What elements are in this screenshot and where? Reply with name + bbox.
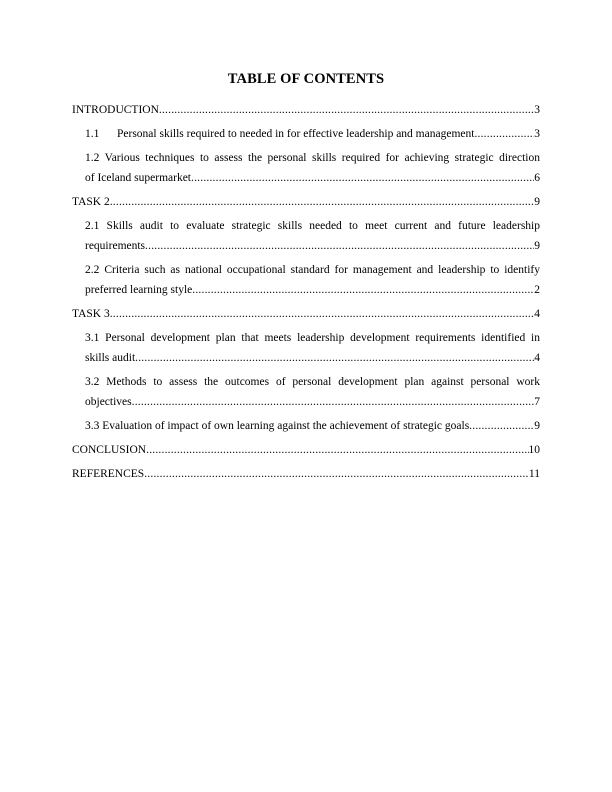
toc-dot-leader: [159, 100, 534, 120]
toc-page-number: 3: [534, 128, 540, 140]
toc-dot-leader: [191, 168, 534, 188]
toc-entry-label-line1: 2.2 Criteria such as national occupational standard for management and leadership to identify: [85, 264, 540, 276]
toc-entry-label-line2: of Iceland supermarket: [85, 172, 192, 184]
toc-dot-leader: [469, 416, 534, 436]
toc-entry-label: REFERENCES: [72, 468, 145, 480]
toc-page-number: 10: [528, 444, 540, 456]
toc-entry-introduction[interactable]: [72, 100, 540, 120]
toc-dot-leader: [110, 304, 535, 324]
toc-entry-label-line1: 1.2 Various techniques to assess the personal skills required for achieving strategic direction: [85, 152, 540, 164]
toc-entry-1-2[interactable]: [72, 148, 540, 188]
toc-entry-label-line2: preferred learning style: [85, 284, 193, 296]
toc-page-number: 2: [534, 284, 540, 296]
page-title: TABLE OF CONTENTS: [227, 71, 385, 87]
toc-entry-task-2[interactable]: [72, 192, 540, 212]
toc-dot-leader: [192, 280, 534, 300]
toc-page-number: 6: [534, 172, 540, 184]
toc-page-number: 9: [534, 196, 540, 208]
toc-entry-label: TASK 2: [72, 196, 110, 208]
toc-entry-2-1[interactable]: [72, 216, 540, 256]
toc-entry-number: 1.1: [85, 128, 100, 140]
toc-page-number: 4: [534, 308, 540, 320]
toc-dot-leader: [144, 464, 529, 484]
toc-entry-label-line1: 2.1 Skills audit to evaluate strategic skills needed to meet current and future leadership: [85, 220, 540, 232]
toc-entry-label: Personal skills required to needed in for effective leadership and management: [117, 128, 475, 140]
toc-entry-3-2[interactable]: [72, 372, 540, 412]
toc-entry-label-line2: objectives: [85, 396, 132, 408]
toc-entry-references[interactable]: [72, 464, 540, 484]
toc-entry-label-line1: 3.1 Personal development plan that meets leadership development requirements identified in: [85, 332, 540, 344]
toc-dot-leader: [146, 440, 528, 460]
toc-dot-leader: [135, 348, 534, 368]
toc-entry-label-line2: requirements: [85, 240, 146, 252]
toc-dot-leader: [132, 392, 535, 412]
toc-entry-label-line1: 3.2 Methods to assess the outcomes of personal development plan against personal work: [85, 376, 540, 388]
toc-entry-2-2[interactable]: [72, 260, 540, 300]
toc-entry-conclusion[interactable]: [72, 440, 540, 460]
toc-dot-leader: [145, 236, 534, 256]
toc-entry-task-3[interactable]: [72, 304, 540, 324]
toc-dot-leader: [110, 192, 535, 212]
toc-entry-3-1[interactable]: [72, 328, 540, 368]
toc-dot-leader: [474, 124, 534, 144]
toc-page-number: 9: [534, 240, 540, 252]
toc-entry-1-1[interactable]: [72, 124, 540, 144]
toc-entry-label-line2: skills audit: [85, 352, 136, 364]
toc-page-number: 11: [528, 468, 540, 480]
toc-entry-3-3[interactable]: [72, 416, 540, 436]
toc-entry-label: TASK 3: [72, 308, 110, 320]
toc-page-number: 4: [534, 352, 540, 364]
toc-entry-label: 3.3 Evaluation of impact of own learning against the achievement of strategic goals: [85, 420, 470, 432]
toc-page-number: 9: [534, 420, 540, 432]
table-of-contents: [72, 100, 540, 488]
toc-page-number: 7: [534, 396, 540, 408]
toc-entry-label: INTRODUCTION: [72, 104, 159, 116]
toc-entry-label: CONCLUSION: [72, 444, 147, 456]
toc-page-number: 3: [534, 104, 540, 116]
